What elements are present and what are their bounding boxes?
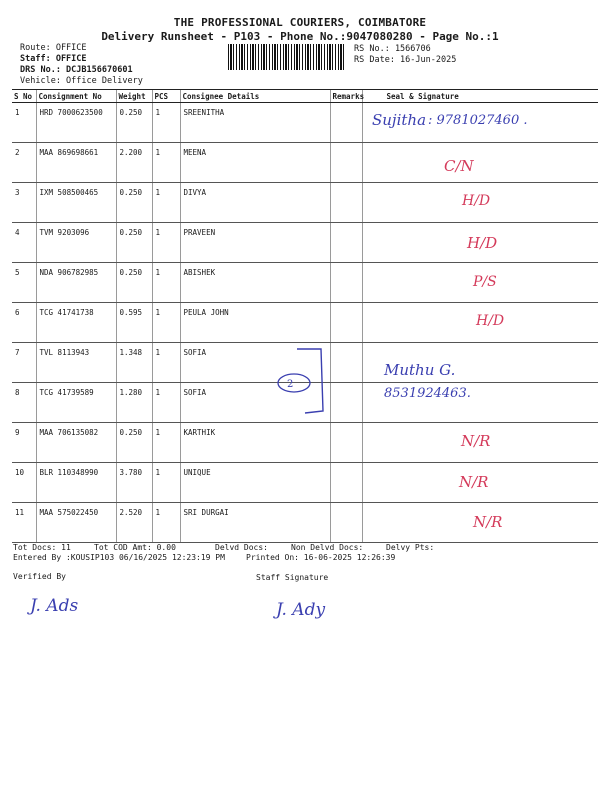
- runsheet-table: [12, 89, 598, 543]
- cell-sno: 6: [12, 303, 36, 343]
- cell-weight: 0.250: [116, 263, 152, 303]
- cell-pcs: 1: [152, 343, 180, 383]
- cell-weight: 0.250: [116, 103, 152, 143]
- cell-consignment: TCG 41739589: [36, 383, 116, 423]
- handwritten-phone-2: 8531924463.: [384, 386, 471, 401]
- cell-consignee: PEULA JOHN: [180, 303, 330, 343]
- table-row: [12, 183, 598, 223]
- cell-pcs: 1: [152, 143, 180, 183]
- col-consignee: Consignee Details: [180, 90, 330, 103]
- cell-remarks: [330, 223, 362, 263]
- cell-consignee: SREENITHA: [180, 103, 330, 143]
- cell-consignee: MEENA: [180, 143, 330, 183]
- cell-remarks: [330, 103, 362, 143]
- cell-consignment: MAA 575022450: [36, 503, 116, 543]
- cell-consignee: DIVYA: [180, 183, 330, 223]
- cell-weight: 2.520: [116, 503, 152, 543]
- cell-pcs: 1: [152, 463, 180, 503]
- company-title: THE PROFESSIONAL COURIERS, COIMBATORE: [173, 16, 427, 29]
- rs-number: RS No.: 1566706: [354, 44, 431, 54]
- cell-pcs: 1: [152, 263, 180, 303]
- entered-by: Entered By :KOUSIP103 06/16/2025 12:23:19 PM: [13, 553, 225, 562]
- cell-weight: 0.250: [116, 183, 152, 223]
- cell-remarks: [330, 183, 362, 223]
- cell-pcs: 1: [152, 423, 180, 463]
- col-consignment: Consignment No: [36, 90, 116, 103]
- cell-remarks: [330, 503, 362, 543]
- cell-consignment: TVM 9203096: [36, 223, 116, 263]
- col-weight: Weight: [116, 90, 152, 103]
- staff-label: Staff: OFFICE: [20, 54, 87, 64]
- col-pcs: PCS: [152, 90, 180, 103]
- table-row: [12, 463, 598, 503]
- vehicle-label: Vehicle: Office Delivery: [20, 76, 143, 86]
- cell-consignment: MAA 869698661: [36, 143, 116, 183]
- cell-sno: 9: [12, 423, 36, 463]
- rs-date: RS Date: 16-Jun-2025: [354, 55, 457, 65]
- cell-consignee: ABISHEK: [180, 263, 330, 303]
- cell-consignee: SOFIA: [180, 383, 330, 423]
- cell-consignee: SRI DURGAI: [180, 503, 330, 543]
- handwritten-signature-2: Muthu G.: [384, 361, 456, 379]
- cell-sno: 7: [12, 343, 36, 383]
- table-row: [12, 503, 598, 543]
- cell-sno: 11: [12, 503, 36, 543]
- cell-weight: 0.595: [116, 303, 152, 343]
- cell-sno: 10: [12, 463, 36, 503]
- cell-remarks: [330, 463, 362, 503]
- handwritten-note-nr-1: N/R: [461, 432, 491, 450]
- table-row: [12, 303, 598, 343]
- cell-remarks: [330, 143, 362, 183]
- cell-remarks: [330, 303, 362, 343]
- staff-signature-label: Staff Signature: [256, 573, 329, 582]
- cell-consignment: HRD 7000623500: [36, 103, 116, 143]
- runsheet-subtitle: Delivery Runsheet - P103 - Phone No.:9047080280 - Page No.:1: [101, 30, 499, 43]
- cell-pcs: 1: [152, 303, 180, 343]
- cell-consignment: NDA 906782985: [36, 263, 116, 303]
- delivered-docs: Delvd Docs:: [215, 543, 268, 552]
- svg-text:2: 2: [287, 379, 294, 390]
- cell-sno: 5: [12, 263, 36, 303]
- col-remarks: Remarks: [330, 90, 362, 103]
- verified-by-signature: J. Ads: [30, 596, 79, 616]
- cell-consignee: UNIQUE: [180, 463, 330, 503]
- cell-pcs: 1: [152, 503, 180, 543]
- table-header-row: [12, 90, 598, 103]
- handwritten-note-ps: P/S: [473, 274, 497, 290]
- cell-consignment: TCG 41741738: [36, 303, 116, 343]
- total-cod-amount: Tot COD Amt: 0.00: [94, 543, 176, 552]
- printed-on: Printed On: 16-06-2025 12:26:39: [246, 553, 396, 562]
- cell-weight: 1.348: [116, 343, 152, 383]
- cell-consignee: PRAVEEN: [180, 223, 330, 263]
- non-delivered-docs: Non Delvd Docs:: [291, 543, 364, 552]
- cell-remarks: [330, 263, 362, 303]
- cell-consignee: SOFIA: [180, 343, 330, 383]
- cell-pcs: 1: [152, 223, 180, 263]
- cell-pcs: 1: [152, 103, 180, 143]
- total-docs: Tot Docs: 11: [13, 543, 71, 552]
- cell-sno: 1: [12, 103, 36, 143]
- cell-consignment: BLR 110348990: [36, 463, 116, 503]
- col-seal-signature: Seal & Signature: [362, 90, 598, 103]
- barcode: [228, 44, 346, 70]
- handwritten-note-hd-2: H/D: [467, 234, 498, 252]
- handwritten-signature-1: Sujitha: [372, 111, 427, 129]
- cell-sno: 4: [12, 223, 36, 263]
- handwritten-bracket-icon: [275, 345, 335, 415]
- cell-weight: 0.250: [116, 223, 152, 263]
- cell-pcs: 1: [152, 183, 180, 223]
- cell-sno: 3: [12, 183, 36, 223]
- table-row: [12, 223, 598, 263]
- verified-by-label: Verified By: [13, 572, 66, 581]
- handwritten-note-cn: C/N: [444, 157, 474, 175]
- table-row: [12, 263, 598, 303]
- staff-signature: J. Ady: [276, 600, 326, 620]
- cell-sno: 2: [12, 143, 36, 183]
- table-row: [12, 143, 598, 183]
- cell-consignment: TVL 8113943: [36, 343, 116, 383]
- cell-weight: 0.250: [116, 423, 152, 463]
- cell-weight: 1.280: [116, 383, 152, 423]
- cell-weight: 2.200: [116, 143, 152, 183]
- col-sno: S No: [12, 90, 36, 103]
- drs-number: DRS No.: DCJB156670601: [20, 65, 133, 75]
- cell-weight: 3.780: [116, 463, 152, 503]
- cell-consignee: KARTHIK: [180, 423, 330, 463]
- delivery-points: Delvy Pts:: [386, 543, 435, 552]
- cell-consignment: MAA 706135082: [36, 423, 116, 463]
- cell-sno: 8: [12, 383, 36, 423]
- handwritten-note-nr-3: N/R: [473, 513, 503, 531]
- handwritten-note-hd-1: H/D: [462, 193, 491, 209]
- cell-remarks: [330, 423, 362, 463]
- cell-pcs: 1: [152, 383, 180, 423]
- cell-signature: [362, 143, 598, 183]
- cell-consignment: IXM 508500465: [36, 183, 116, 223]
- route-label: Route: OFFICE: [20, 43, 87, 53]
- handwritten-note-nr-2: N/R: [459, 473, 489, 491]
- table-row: [12, 423, 598, 463]
- handwritten-note-hd-3: H/D: [476, 313, 505, 329]
- handwritten-phone-1: : 9781027460 .: [428, 113, 528, 128]
